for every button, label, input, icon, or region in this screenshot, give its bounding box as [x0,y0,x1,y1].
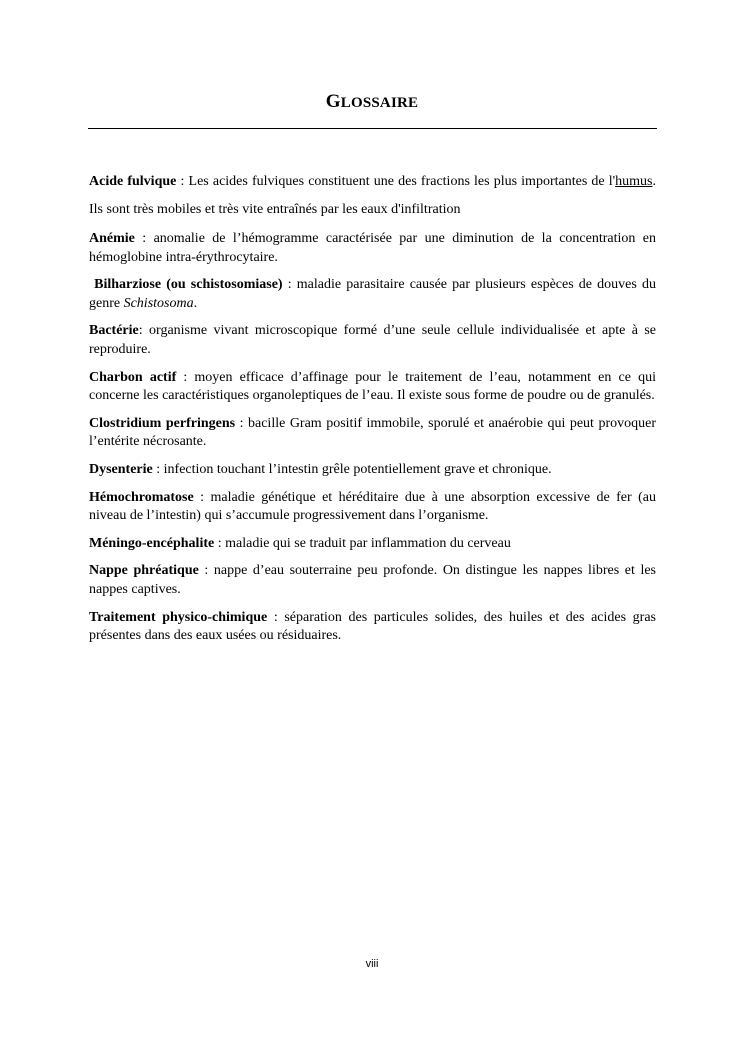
glossary-term: Méningo-encéphalite [89,535,215,551]
page-title [0,91,744,113]
glossary-entry-traitement-physico-chimique [89,609,656,646]
glossary-definition: infection touchant l’intestin grêle potentiellement grave et chronique. [163,461,552,477]
glossary-entry-hemochromatose [89,489,656,526]
term-separator: : [235,415,248,431]
glossary-term: Charbon actif [89,369,177,385]
term-separator: : [138,323,150,339]
term-separator: : [198,563,214,579]
glossary-entry-acide-fulvique [89,168,656,224]
glossary-entry-charbon-actif [89,369,656,406]
glossary-definition: anomalie de l’hémogramme caractérisée par une diminution de la concentration en hémoglobine intra-érythrocytaire. [89,231,656,265]
page-number: viii [365,958,379,970]
page-title-rest: LOSSAIRE [340,95,419,111]
term-separator: : [134,231,154,246]
glossary-definition: bacille Gram positif immobile, sporulé et anaérobie qui peut provoquer l’entérite nécrosante. [89,415,657,450]
glossary-entry-bilharziose [89,276,656,313]
term-separator: : [267,609,285,625]
glossary-term: Traitement physico-chimique [89,609,268,625]
page-title-initial: G [325,91,341,112]
glossary-term: Hémochromatose [89,489,194,505]
glossary-definition: moyen efficace d’affinage pour le traitement de l’eau, notamment en ce qui concerne les caractéristiques organoleptiques de l’eau. Il existe sous forme de poudre ou de granulés. [89,369,656,404]
glossary-term: Nappe phréatique [89,563,199,579]
glossary-entry-dysenterie [89,461,656,480]
glossary-definition: séparation des particules solides, des huiles et des acides gras présentes dans des eaux usées ou résiduaires. [89,609,656,644]
glossary-term: Bilharziose (ou schistosomiase) [94,277,283,293]
glossary-entry-clostridium [89,415,656,452]
term-separator: : [282,277,297,293]
glossary-term: Clostridium perfringens [89,415,236,431]
glossary-term: Dysenterie [89,461,153,477]
glossary-definition-cont: . Ils sont très mobiles et très vite entraînés par les eaux d'infiltration [89,174,656,217]
term-separator: : [214,535,226,551]
term-separator: : [176,174,189,189]
glossary-term: Bactérie [89,323,139,339]
glossary-entry-anemie [89,230,656,267]
title-divider [88,128,657,129]
glossary-term: Acide fulvique [89,174,177,189]
term-separator: : [176,369,195,385]
glossary-definition: maladie parasitaire causée par plusieurs espèces de douves du genre [89,277,656,311]
humus-link[interactable]: humus [615,174,653,189]
glossary-entry-bacterie [89,322,656,359]
glossary-entry-meningo-encephalite [89,535,656,554]
glossary-definition: maladie qui se traduit par inflammation du cerveau [225,535,511,551]
term-separator: : [193,489,211,505]
genus-name: Schistosoma [123,295,194,311]
glossary-list [89,168,656,655]
glossary-term: Anémie [89,231,135,246]
glossary-definition: Les acides fulviques constituent une des fractions les plus importantes de l' [188,174,616,189]
glossary-definition: maladie génétique et héréditaire due à une absorption excessive de fer (au niveau de l’intestin) qui s’accumule progressivement dans l’organisme. [89,489,656,524]
glossary-definition: organisme vivant microscopique formé d’une seule cellule individualisée et apte à se reproduire. [89,323,656,357]
term-separator: : [152,461,164,477]
glossary-definition: nappe d’eau souterraine peu profonde. On distingue les nappes libres et les nappes captives. [89,563,657,597]
definition-end: . [193,295,198,311]
glossary-entry-nappe-phreatique [89,562,656,599]
